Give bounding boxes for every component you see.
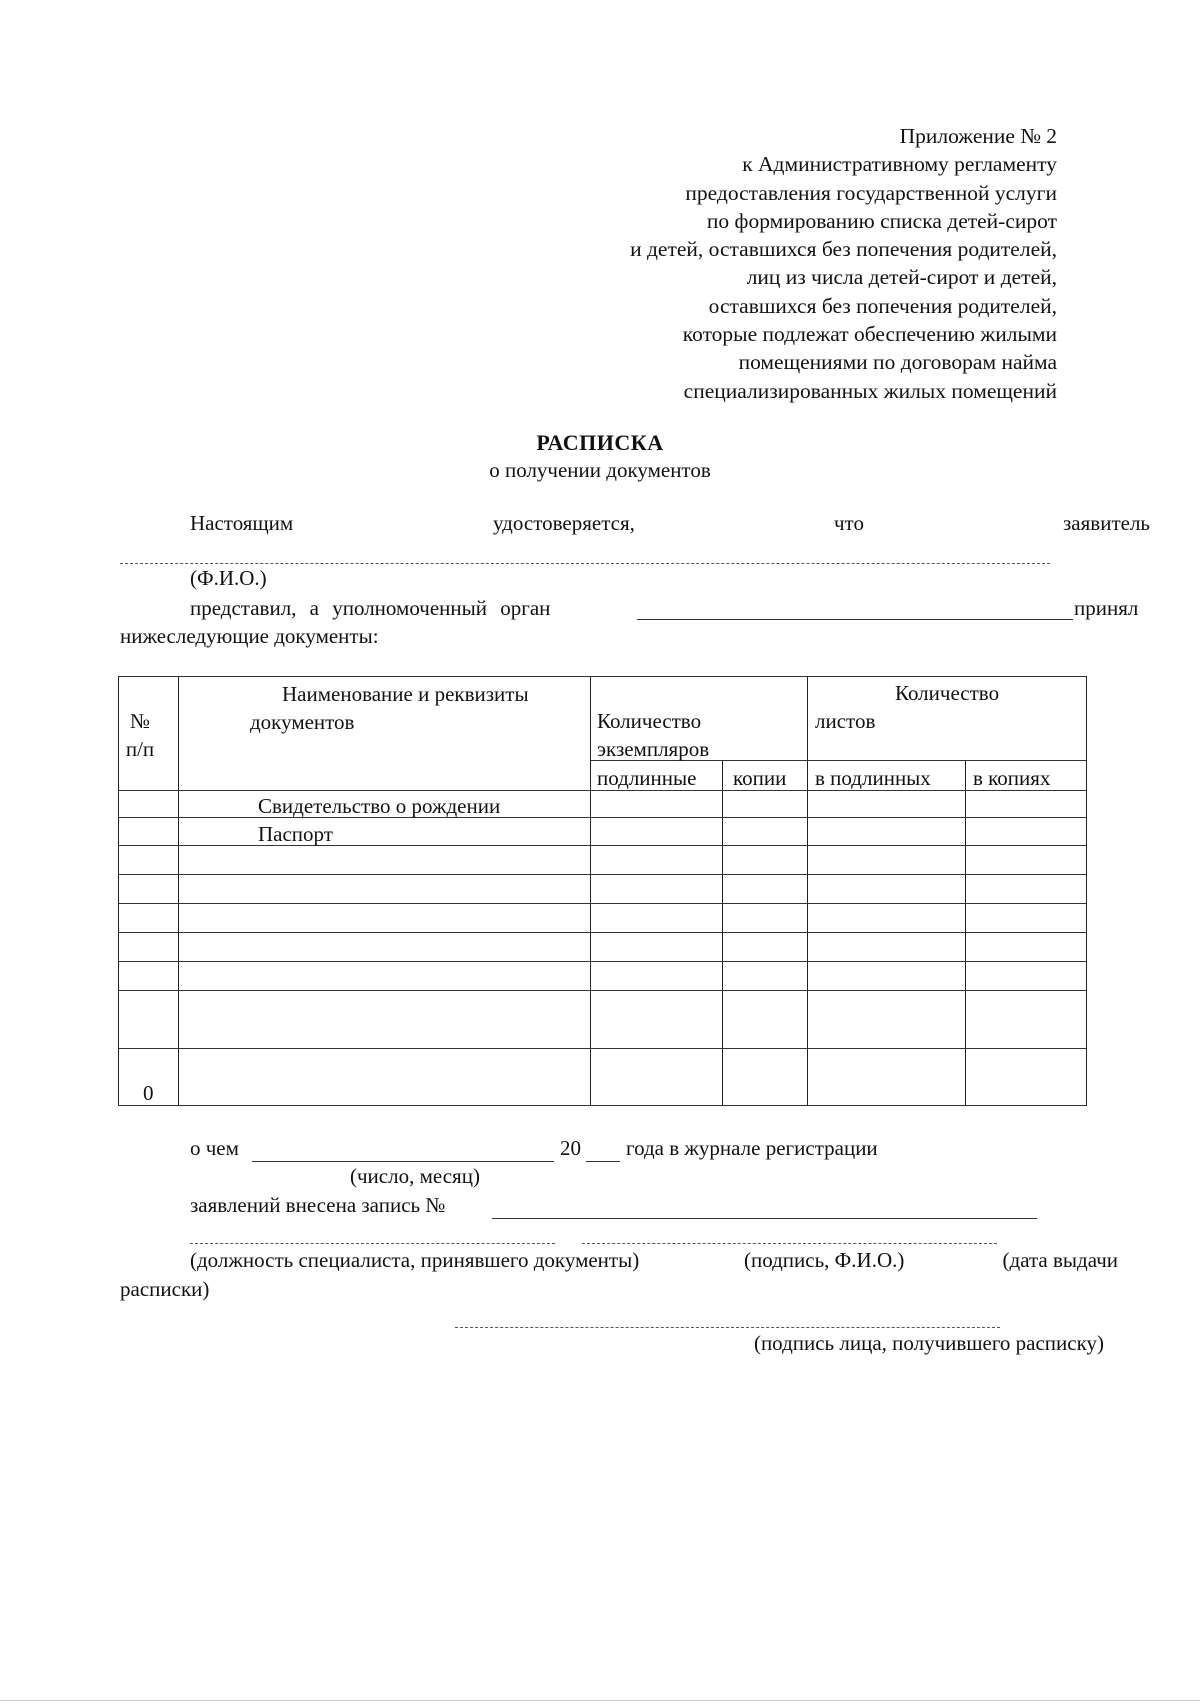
authority-blank-line	[637, 619, 1073, 620]
table-border	[118, 1048, 1086, 1049]
table-border	[1086, 676, 1087, 1106]
fio-label: (Ф.И.О.)	[190, 566, 267, 590]
position-blank-line	[190, 1243, 555, 1244]
sub-in-originals-header: в подлинных	[815, 766, 931, 790]
record-blank-line	[492, 1218, 1037, 1219]
signature-blank-line	[582, 1243, 997, 1244]
date-issue-label-continued: расписки)	[120, 1277, 210, 1301]
table-border	[118, 961, 1086, 962]
header-line: к Административному регламенту	[742, 152, 1057, 177]
table-border	[118, 676, 119, 1106]
col-sheets-count-header: Количество листов	[815, 681, 1000, 733]
table-border	[118, 990, 1086, 991]
table-border	[118, 1105, 1086, 1106]
table-row: Паспорт	[258, 822, 333, 846]
receiver-label: (подпись лица, получившего расписку)	[753, 1331, 1104, 1355]
header-line: оставшихся без попечения родителей,	[708, 293, 1057, 318]
date-issue-label: (дата выдачи	[1002, 1248, 1118, 1272]
receiver-blank-line	[455, 1327, 1000, 1328]
table-border	[965, 760, 966, 1106]
table-border	[118, 903, 1086, 904]
header-line: специализированных жилых помещений	[683, 378, 1057, 403]
year-prefix: 20	[560, 1136, 581, 1160]
following-text: нижеследующие документы:	[120, 624, 379, 648]
sub-in-copies-header: в копиях	[973, 766, 1051, 790]
table-border	[590, 676, 591, 1106]
document-subtitle: о получении документов	[489, 458, 711, 482]
sub-originals-header: подлинные	[597, 766, 697, 790]
table-border	[807, 676, 808, 1106]
year-suffix: года в журнале регистрации	[626, 1136, 878, 1160]
table-row: Свидетельство о рождении	[258, 794, 501, 818]
last-row-number: 0	[143, 1081, 154, 1105]
table-border	[807, 760, 1086, 761]
table-border	[118, 932, 1086, 933]
signature-label: (подпись, Ф.И.О.)	[744, 1248, 905, 1272]
fio-blank-line	[120, 563, 1050, 564]
appendix-number: Приложение № 2	[899, 124, 1057, 148]
about-text: о чем	[190, 1136, 239, 1160]
date-label: (число, месяц)	[350, 1164, 480, 1188]
position-label: (должность специалиста, принявшего документы)	[190, 1248, 640, 1272]
col-copies-count-header: Количество экземпляров	[597, 709, 710, 761]
record-text: заявлений внесена запись №	[190, 1193, 446, 1217]
col-name-header: Наименование и реквизиты документов	[250, 682, 529, 734]
header-line: лиц из числа детей-сирот и детей,	[746, 265, 1057, 290]
header-line: которые подлежат обеспечению жилыми	[682, 322, 1057, 347]
accepted-text: принял	[1074, 596, 1139, 620]
table-border	[118, 874, 1086, 875]
year-blank-line	[586, 1161, 620, 1162]
date-blank-line	[252, 1161, 554, 1162]
table-border	[722, 760, 723, 1106]
col-number-header: № п/п	[125, 709, 155, 761]
sub-copies-header: копии	[733, 766, 787, 790]
intro-word-3: что	[834, 511, 864, 535]
page-bottom-edge	[0, 1700, 1200, 1701]
document-title: РАСПИСКА	[536, 430, 664, 455]
table-border	[178, 676, 179, 1106]
header-line: предоставления государственной услуги	[685, 180, 1057, 205]
intro-word-4: заявитель	[1063, 511, 1150, 535]
table-border	[118, 676, 1086, 677]
appendix-header	[630, 122, 1057, 405]
header-line: и детей, оставшихся без попечения родителей,	[630, 237, 1057, 262]
header-line: по формированию списка детей-сирот	[706, 208, 1057, 233]
header-line: помещениями по договорам найма	[738, 350, 1057, 375]
intro-word-2: удостоверяется,	[493, 511, 635, 535]
presented-text: представил, а уполномоченный орган	[190, 596, 551, 620]
intro-word-1: Настоящим	[190, 511, 294, 535]
